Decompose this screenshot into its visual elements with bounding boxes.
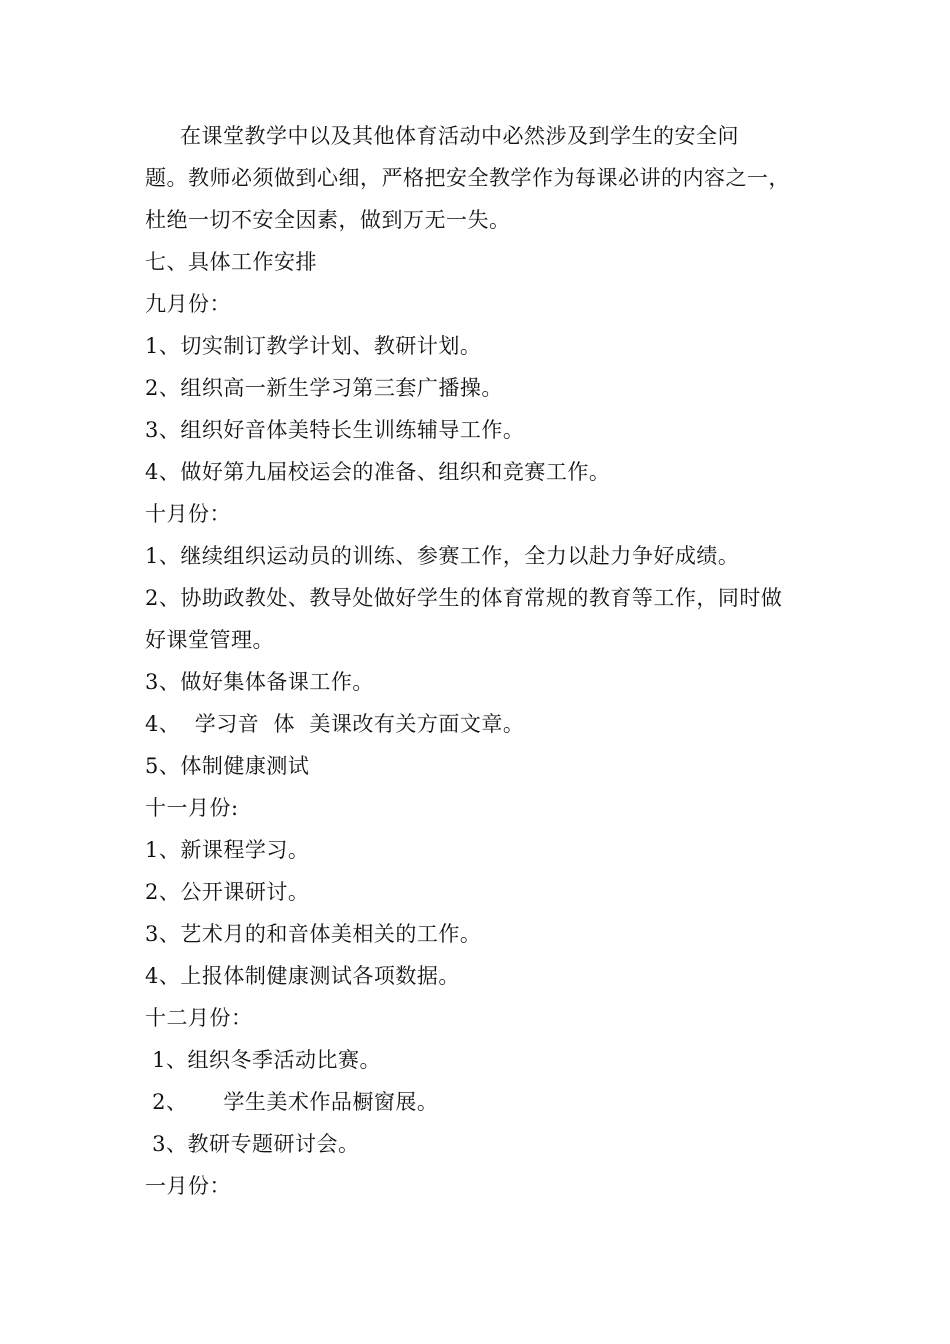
- list-item: 3、教研专题研讨会。: [145, 1132, 360, 1156]
- list-item: 3、组织好音体美特长生训练辅导工作。: [145, 418, 525, 442]
- month-heading-january: 一月份：: [145, 1174, 231, 1198]
- paragraph-line: 题。教师必须做到心细，严格把安全教学作为每课必讲的内容之一，: [145, 166, 790, 190]
- list-item: 2、组织高一新生学习第三套广播操。: [145, 376, 503, 400]
- list-item: 1、组织冬季活动比赛。: [145, 1048, 382, 1072]
- list-item: 2、 学生美术作品橱窗展。: [145, 1090, 439, 1114]
- section-heading: 七、具体工作安排: [145, 250, 317, 274]
- list-item: 5、体制健康测试: [145, 754, 310, 778]
- month-heading-october: 十月份：: [145, 502, 231, 526]
- list-item: 4、 学习音 体 美课改有关方面文章。: [145, 712, 525, 736]
- list-item: 3、做好集体备课工作。: [145, 670, 374, 694]
- list-item: 1、切实制订教学计划、教研计划。: [145, 334, 482, 358]
- list-item: 4、做好第九届校运会的准备、组织和竞赛工作。: [145, 460, 611, 484]
- paragraph-line: 在课堂教学中以及其他体育活动中必然涉及到学生的安全问: [180, 124, 739, 148]
- list-item: 2、公开课研讨。: [145, 880, 310, 904]
- month-heading-december: 十二月份：: [145, 1006, 253, 1030]
- month-heading-november: 十一月份:: [145, 796, 239, 820]
- list-item: 好课堂管理。: [145, 628, 274, 652]
- list-item: 3、艺术月的和音体美相关的工作。: [145, 922, 482, 946]
- list-item: 1、新课程学习。: [145, 838, 310, 862]
- paragraph-line: 杜绝一切不安全因素，做到万无一失。: [145, 208, 511, 232]
- list-item: 2、协助政教处、教导处做好学生的体育常规的教育等工作，同时做: [145, 586, 783, 610]
- list-item: 4、上报体制健康测试各项数据。: [145, 964, 460, 988]
- month-heading-september: 九月份：: [145, 292, 231, 316]
- list-item: 1、继续组织运动员的训练、参赛工作，全力以赴力争好成绩。: [145, 544, 740, 568]
